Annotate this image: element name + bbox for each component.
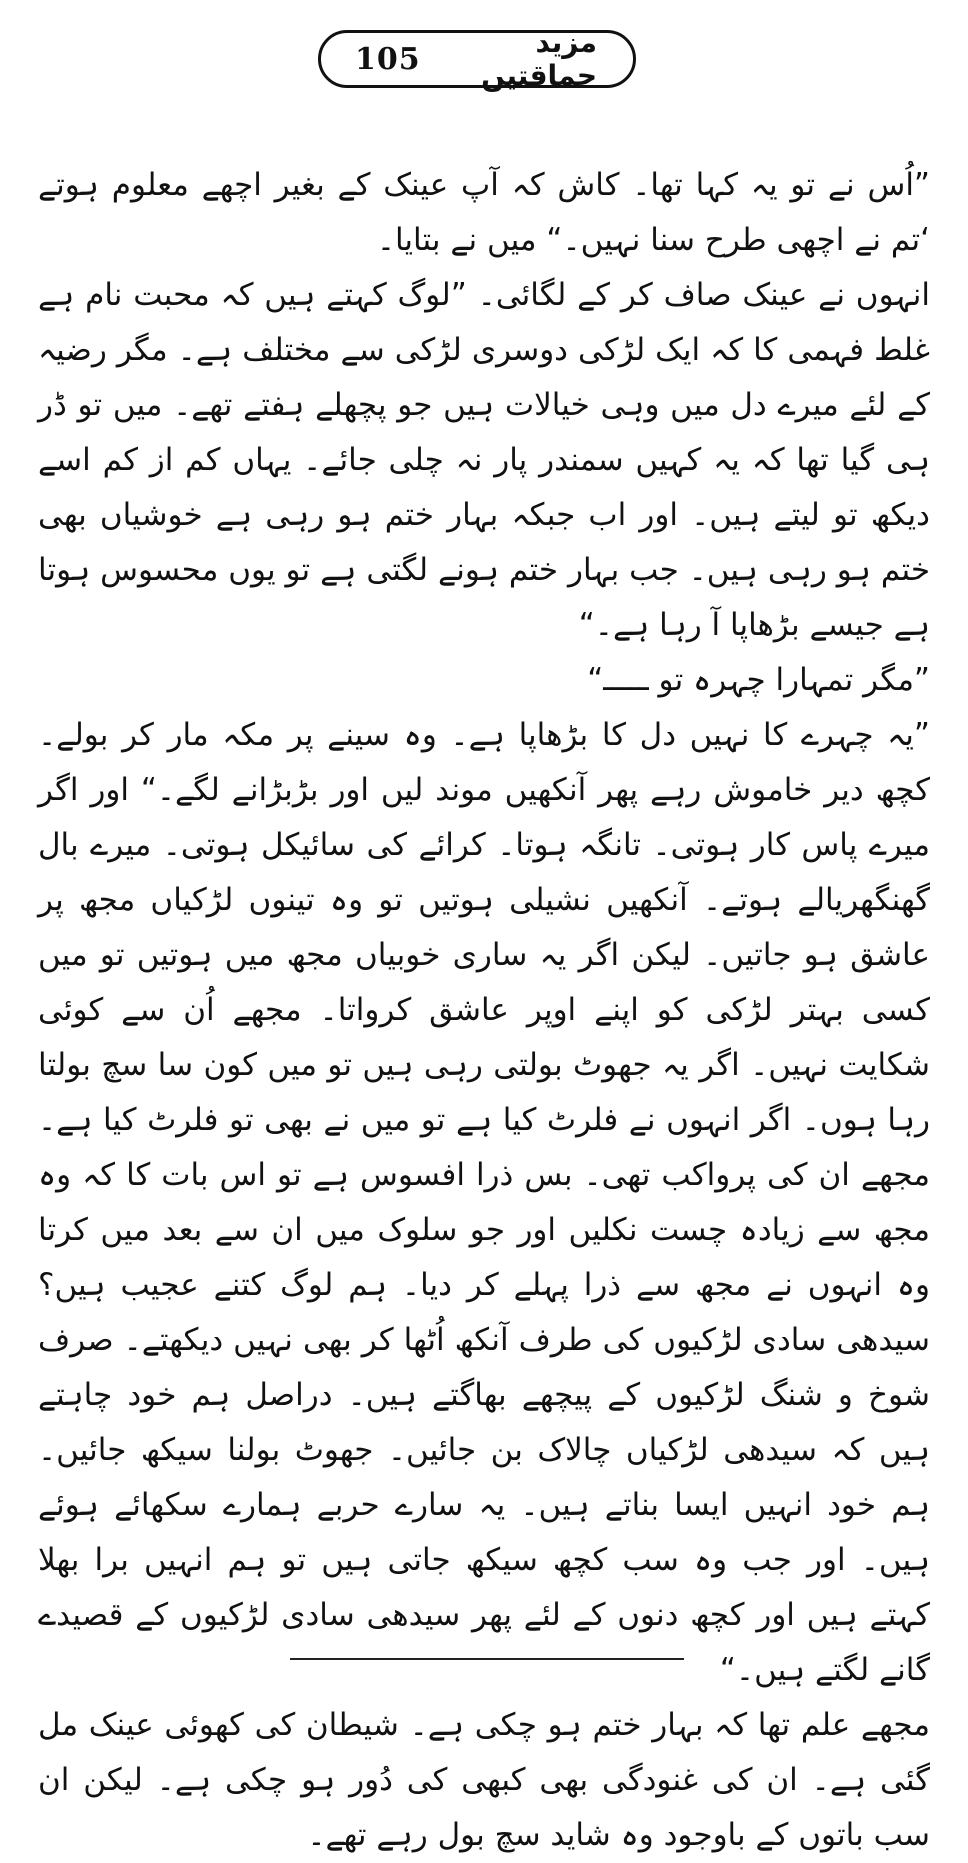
paragraph: انہوں نے عینک صاف کر کے لگائی۔ ”لوگ کہتے ہیں کہ محبت نام ہے غلط فہمی کا کہ ایک لڑکی دوسری لڑکی سے مختلف ہے۔ مگر رضیہ کے لئے میرے دل میں وہی خیالات ہیں جو پچھلے ہفتے تھے۔ میں تو ڈر ہی گیا تھا کہ یہ کہیں سمندر پار نہ چلی جائے۔ یہاں کم از کم اسے دیکھ تو لیتے ہیں۔ اور اب جبکہ بہار ختم ہو رہی ہے خوشیاں بھی ختم ہو رہی ہیں۔ جب بہار ختم ہونے لگتی ہے تو یوں محسوس ہوتا ہے جیسے بڑھاپا آ رہا ہے۔“ (38, 277, 930, 643)
paragraph: ”یہ چہرے کا نہیں دل کا بڑھاپا ہے۔ وہ سینے پر مکہ مار کر بولے۔ کچھ دیر خاموش رہے پھر آنکھیں موند لیں اور بڑبڑانے لگے۔“ اور اگر میرے پاس کار ہوتی۔ تانگہ ہوتا۔ کرائے کی سائیکل ہوتی۔ میرے بال گھنگھریالے ہوتے۔ آنکھیں نشیلی ہوتیں تو وہ تینوں لڑکیاں مجھ پر عاشق ہو جاتیں۔ لیکن اگر یہ ساری خوبیاں مجھ میں ہوتیں تو میں کسی بہتر لڑکی کو اپنے اوپر عاشق کرواتا۔ مجھے اُن سے کوئی شکایت نہیں۔ اگر یہ جھوٹ بولتی رہی ہیں تو میں کون سا سچ بولتا رہا ہوں۔ اگر انہوں نے فلرٹ کیا ہے تو میں نے بھی تو فلرٹ کیا ہے۔ مجھے ان کی پرواکب تھی۔ بس ذرا افسوس ہے تو اس بات کا کہ وہ مجھ سے زیادہ چست نکلیں اور جو سلوک میں ان سے بعد میں کرتا وہ انہوں نے مجھ سے ذرا پہلے کر دیا۔ ہم لوگ کتنے عجیب ہیں؟ سیدھی سادی لڑکیوں کی طرف آنکھ اُٹھا کر بھی نہیں دیکھتے۔ صرف شوخ و شنگ لڑکیوں کے پیچھے بھاگتے ہیں۔ دراصل ہم خود چاہتے ہیں کہ سیدھی لڑکیاں چالاک بن جائیں۔ جھوٹ بولنا سیکھ جائیں۔ ہم خود انہیں ایسا بناتے ہیں۔ یہ سارے حربے ہمارے سکھائے ہوئے ہیں۔ اور جب وہ سب کچھ سیکھ جاتی ہیں تو ہم انہیں برا بھلا کہتے ہیں اور کچھ دنوں کے لئے پھر سیدھی سادی لڑکیوں کے قصیدے گانے لگتے ہیں۔“ (38, 717, 930, 1688)
page-body (38, 158, 930, 1863)
page-header (318, 26, 636, 92)
book-title: مزید حماقتیں (481, 26, 597, 92)
page-number: 105 (355, 41, 421, 77)
paragraph: ”اُس نے تو یہ کہا تھا۔ کاش کہ آپ عینک کے بغیر اچھے معلوم ہوتے ‘تم نے اچھی طرح سنا نہیں۔“ میں نے بتایا۔ (38, 167, 930, 258)
paragraph: مجھے علم تھا کہ بہار ختم ہو چکی ہے۔ شیطان کی کھوئی عینک مل گئی ہے۔ ان کی غنودگی بھی کبھی کی دُور ہو چکی ہے۔ لیکن ان سب باتوں کے باوجود وہ شاید سچ بول رہے تھے۔ (38, 1707, 930, 1853)
paragraph: ”مگر تمہارا چہرہ تو ـــــ“ (587, 662, 930, 698)
footer-divider (290, 1658, 684, 1660)
